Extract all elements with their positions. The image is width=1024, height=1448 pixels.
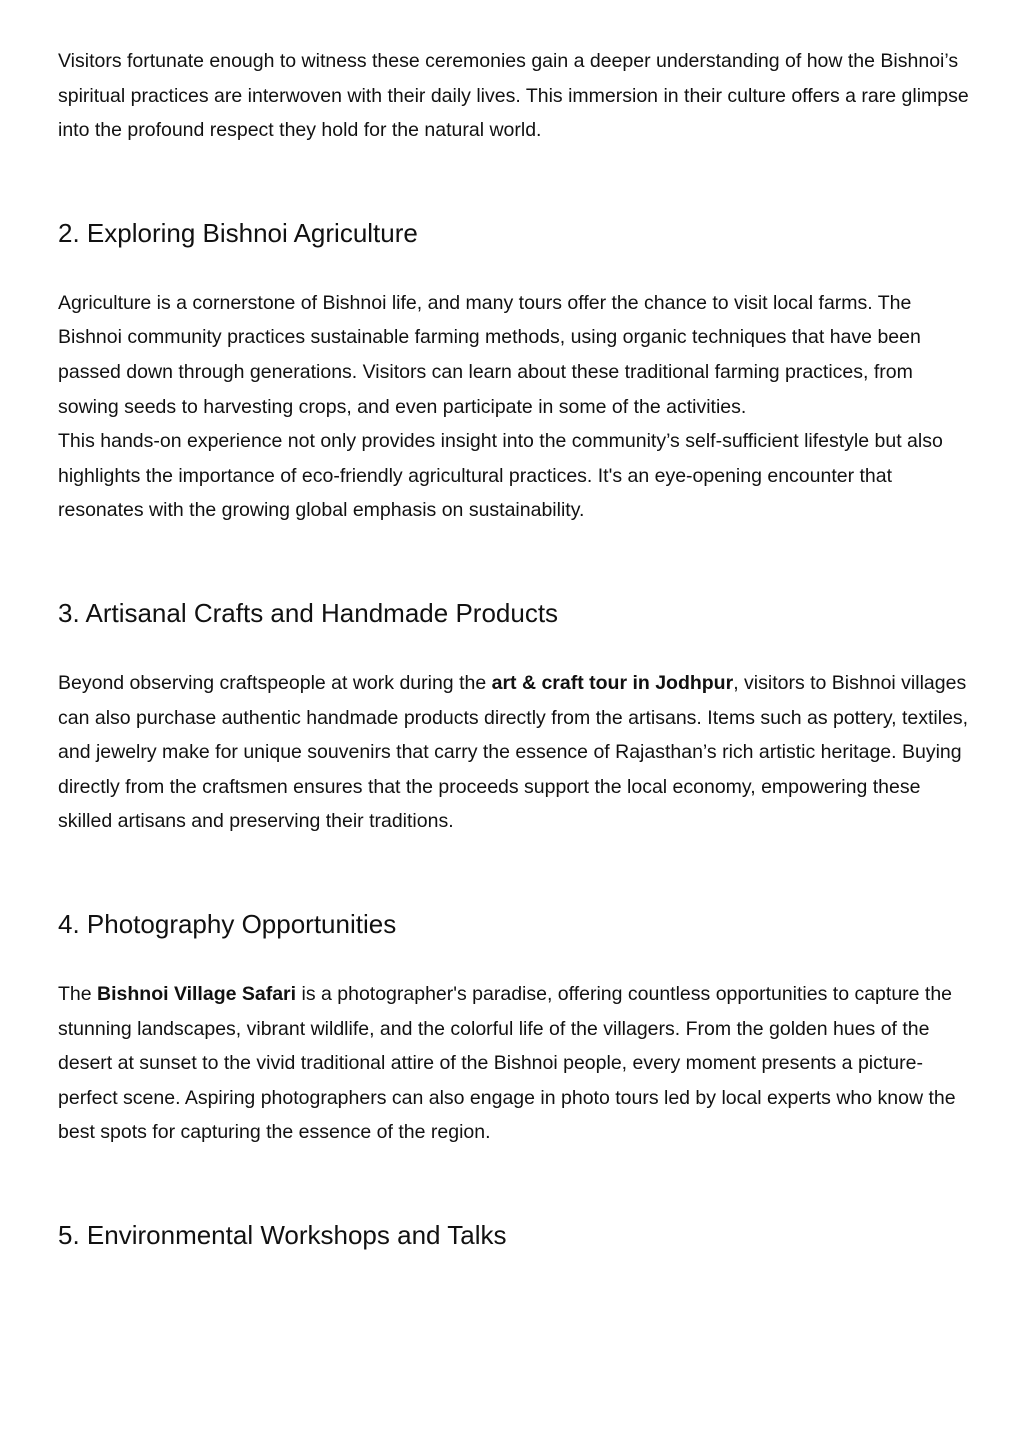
photography-text-before: The [58, 982, 98, 1005]
photography-text-after: is a photographer's paradise, offering countless opportunities to capture the stunning landscapes, vibrant wildlife, and the colorful life of the villagers. From the golden hues of the desert at sunset to the vivid traditional attire of the Bishnoi people, every moment presents a picture-perfect scene. Aspiring photographers can also engage in photo tours led by local experts who know the best spots for capturing the essence of the region. [58, 982, 956, 1144]
agriculture-paragraph-part1: Agriculture is a cornerstone of Bishnoi life, and many tours offer the chance to visit local farms. The Bishnoi community practices sustainable farming methods, using organic techniques that have been passed down through generations. Visitors can learn about these traditional farming practices, from sowing seeds to harvesting crops, and even participate in some of the activities. [58, 291, 921, 418]
photography-bold-text: Bishnoi Village Safari [97, 982, 297, 1005]
agriculture-paragraph-part2: This hands-on experience not only provides insight into the community’s self-sufficient lifestyle but also highlights the importance of eco-friendly agricultural practices. It's an eye-opening encounter that resonates with the growing global emphasis on sustainability. [58, 430, 943, 522]
crafts-text-before: Beyond observing craftspeople at work during the [58, 671, 492, 694]
section-heading-photography: 4. Photography Opportunities [58, 908, 397, 939]
photography-paragraph [58, 977, 978, 1150]
crafts-paragraph [58, 666, 978, 839]
crafts-bold-link-text: art & craft tour in Jodhpur [491, 671, 734, 694]
section-heading-crafts: 3. Artisanal Crafts and Handmade Products [58, 597, 559, 628]
document-page [58, 44, 978, 1252]
section-heading-environmental: 5. Environmental Workshops and Talks [58, 1219, 507, 1250]
intro-paragraph: Visitors fortunate enough to witness these ceremonies gain a deeper understanding of how the Bishnoi’s spiritual practices are interwoven with their daily lives. This immersion in their culture offers a rare glimpse into the profound respect they hold for the natural world. [58, 50, 969, 142]
crafts-text-after: , visitors to Bishnoi villages can also purchase authentic handmade products directly from the artisans. Items such as pottery, textiles, and jewelry make for unique souvenirs that carry the essence of Rajasthan’s rich artistic heritage. Buying directly from the craftsmen ensures that the proceeds support the local economy, empowering these skilled artisans and preserving their traditions. [58, 671, 969, 833]
section-heading-agriculture: 2. Exploring Bishnoi Agriculture [58, 217, 418, 248]
agriculture-paragraph [58, 286, 978, 528]
